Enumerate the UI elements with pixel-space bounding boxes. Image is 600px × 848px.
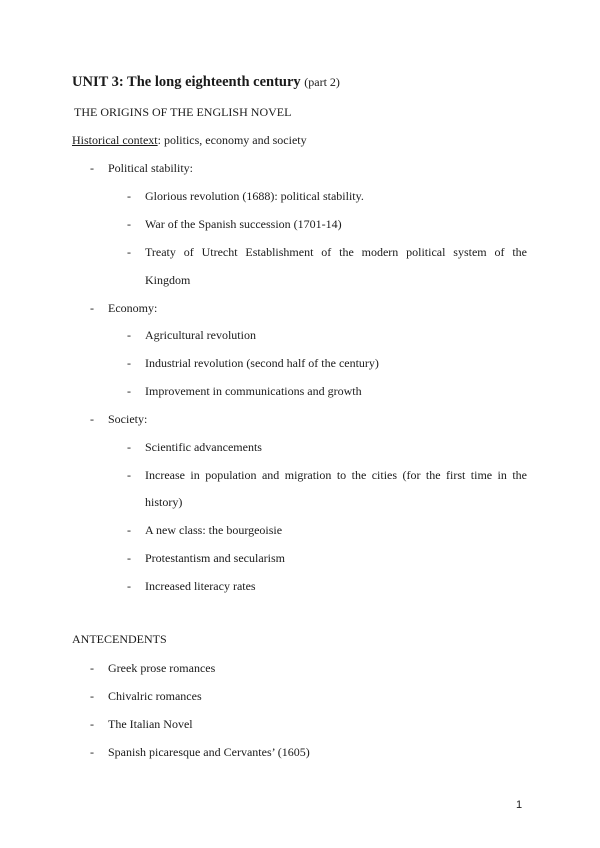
list-item: Greek prose romances <box>108 661 216 675</box>
list-item: Increase in population and migration to the cities (for the first time in the <box>145 468 527 482</box>
bullet-dash: - <box>127 523 131 537</box>
society-label: Society: <box>108 412 148 426</box>
bullet-dash: - <box>127 217 131 231</box>
bullet-dash: - <box>127 579 131 593</box>
bullet-dash: - <box>127 356 131 370</box>
list-item: A new class: the bourgeoisie <box>145 523 283 537</box>
section-subtitle: THE ORIGINS OF THE ENGLISH NOVEL <box>74 105 292 119</box>
bullet-dash: - <box>90 689 94 703</box>
antecedents-heading: ANTECENDENTS <box>72 632 167 646</box>
list-item: The Italian Novel <box>108 717 193 731</box>
bullet-dash: - <box>90 412 94 426</box>
bullet-dash: - <box>127 328 131 342</box>
historical-context-rest: : politics, economy and society <box>157 133 307 147</box>
historical-context-heading <box>72 133 307 147</box>
list-item-continuation: history) <box>145 495 183 509</box>
bullet-dash: - <box>127 468 131 482</box>
bullet-dash: - <box>90 717 94 731</box>
list-item: Chivalric romances <box>108 689 202 703</box>
title-part: (part 2) <box>304 75 340 89</box>
list-item: Spanish picaresque and Cervantes’ (1605) <box>108 745 310 759</box>
bullet-dash: - <box>90 745 94 759</box>
bullet-dash: - <box>90 161 94 175</box>
historical-context-label: Historical context <box>72 133 158 147</box>
political-stability-label: Political stability: <box>108 161 193 175</box>
list-item: Industrial revolution (second half of the century) <box>145 356 379 370</box>
economy-label: Economy: <box>108 301 158 315</box>
list-item-continuation: Kingdom <box>145 273 191 287</box>
list-item: Improvement in communications and growth <box>145 384 362 398</box>
bullet-dash: - <box>90 301 94 315</box>
title-main: UNIT 3: The long eighteenth century <box>72 74 301 90</box>
bullet-dash: - <box>127 189 131 203</box>
page-title <box>72 73 340 91</box>
list-item: Glorious revolution (1688): political stability. <box>145 189 364 203</box>
bullet-dash: - <box>127 440 131 454</box>
page-number: 1 <box>516 799 523 811</box>
bullet-dash: - <box>90 661 94 675</box>
bullet-dash: - <box>127 245 131 259</box>
list-item: Treaty of Utrecht Establishment of the modern political system of the <box>145 245 527 259</box>
list-item: Increased literacy rates <box>145 579 256 593</box>
list-item: Protestantism and secularism <box>145 551 285 565</box>
list-item: Agricultural revolution <box>145 328 256 342</box>
list-item: Scientific advancements <box>145 440 262 454</box>
list-item: War of the Spanish succession (1701-14) <box>145 217 342 231</box>
bullet-dash: - <box>127 551 131 565</box>
bullet-dash: - <box>127 384 131 398</box>
